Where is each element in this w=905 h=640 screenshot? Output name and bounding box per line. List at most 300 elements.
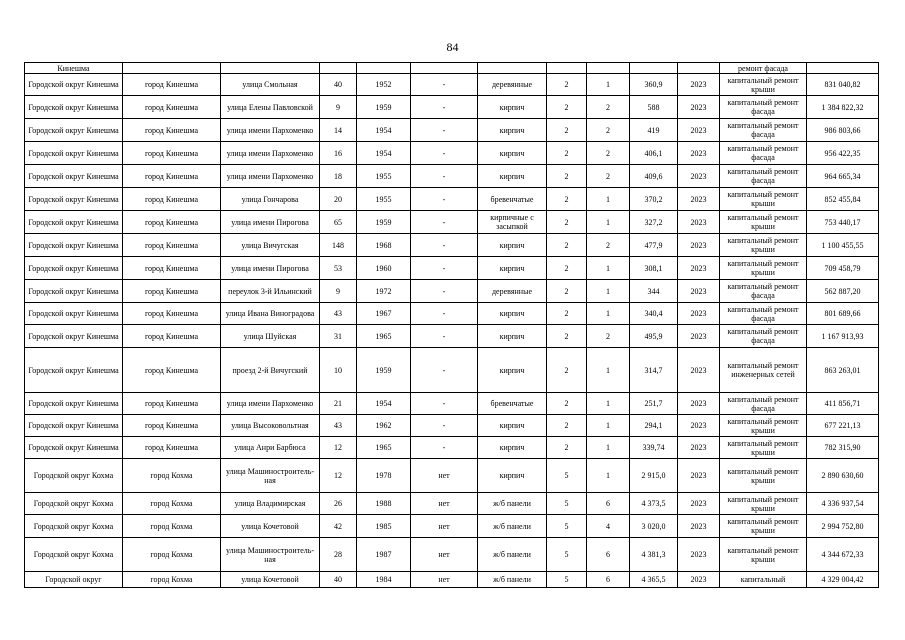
- table-row: [25, 257, 879, 280]
- cell-cost: 782 315,90: [807, 437, 879, 459]
- cell-settlement: город Кинешма: [123, 119, 221, 142]
- table-row: [25, 234, 879, 257]
- cell-floors: 2: [547, 393, 587, 415]
- cell-settlement: город Кохма: [123, 515, 221, 538]
- cell-municipality: Городской округ Кинешма: [25, 393, 123, 415]
- cell-heritage: -: [411, 437, 478, 459]
- cell-settlement: город Кинешма: [123, 142, 221, 165]
- cell-repair-year: 2023: [678, 119, 720, 142]
- cell-municipality: Городской округ Кохма: [25, 515, 123, 538]
- table-row: [25, 142, 879, 165]
- cell-area: 406,1: [630, 142, 678, 165]
- cell-year-built: 1959: [357, 96, 411, 119]
- cell-street: улица Вичугская: [221, 234, 320, 257]
- cell-wall-material: кирпич: [478, 119, 547, 142]
- cell-year-built: 1967: [357, 303, 411, 325]
- cell-house-number: 31: [320, 325, 357, 348]
- cell-area: 419: [630, 119, 678, 142]
- cell-area: 2 915,0: [630, 459, 678, 493]
- cell-floors: 5: [547, 538, 587, 572]
- page-number: 84: [446, 40, 459, 54]
- table-row: [25, 325, 879, 348]
- cell-floors: 2: [547, 74, 587, 96]
- cell-repair-year: 2023: [678, 348, 720, 393]
- cell-wall-material: кирпич: [478, 303, 547, 325]
- cell-entrances: 4: [587, 515, 630, 538]
- cell-cost: 801 689,66: [807, 303, 879, 325]
- cell-settlement: город Кинешма: [123, 348, 221, 393]
- cell-area: 588: [630, 96, 678, 119]
- cell-heritage: нет: [411, 459, 478, 493]
- cell-floors: 2: [547, 280, 587, 303]
- cell-repair-year: 2023: [678, 303, 720, 325]
- cell-settlement: город Кинешма: [123, 280, 221, 303]
- cell-floors: 5: [547, 459, 587, 493]
- cell-settlement: город Кохма: [123, 493, 221, 515]
- cell-wall-material: ж/б панели: [478, 572, 547, 588]
- cell-settlement: город Кинешма: [123, 257, 221, 280]
- cell-year-built: 1972: [357, 280, 411, 303]
- cell-heritage: -: [411, 393, 478, 415]
- cell-entrances: 1: [587, 415, 630, 437]
- cell-house-number: 148: [320, 234, 357, 257]
- cell-street: улица Кочетовой: [221, 572, 320, 588]
- table-row: [25, 96, 879, 119]
- cell-year-built: 1988: [357, 493, 411, 515]
- cell-settlement: город Кохма: [123, 459, 221, 493]
- cell-entrances: 2: [587, 165, 630, 188]
- cell-entrances: 6: [587, 572, 630, 588]
- cell-wall-material: деревянные: [478, 280, 547, 303]
- cell-street: улица Машиностроитель-ная: [221, 459, 320, 493]
- cell-municipality: Городской округ: [25, 572, 123, 588]
- cell-house-number: 40: [320, 74, 357, 96]
- table-row: [25, 165, 879, 188]
- cell-work-type: капитальный ремонт фасада: [720, 303, 807, 325]
- cell-repair-year: 2023: [678, 459, 720, 493]
- table-row: [25, 303, 879, 325]
- cell-repair-year: 2023: [678, 325, 720, 348]
- cell-entrances: 1: [587, 348, 630, 393]
- cell-cost: 677 221,13: [807, 415, 879, 437]
- cell-area: 294,1: [630, 415, 678, 437]
- cell-entrances: 6: [587, 538, 630, 572]
- cell-cost: 986 803,66: [807, 119, 879, 142]
- cell-municipality: Городской округ Кинешма: [25, 280, 123, 303]
- cell-cost: 852 455,84: [807, 188, 879, 211]
- cell-floors: 2: [547, 415, 587, 437]
- cell-year-built: 1954: [357, 393, 411, 415]
- cell-empty: [630, 63, 678, 74]
- cell-street: улица имени Пархоменко: [221, 119, 320, 142]
- cell-settlement: город Кинешма: [123, 188, 221, 211]
- cell-heritage: -: [411, 234, 478, 257]
- table-row: [25, 348, 879, 393]
- cell-area: 409,6: [630, 165, 678, 188]
- cell-wall-material: деревянные: [478, 74, 547, 96]
- cell-area: 251,7: [630, 393, 678, 415]
- cell-work-type: капитальный ремонт крыши: [720, 74, 807, 96]
- cell-area: 495,9: [630, 325, 678, 348]
- cell-wall-material: кирпич: [478, 348, 547, 393]
- cell-municipality: Городской округ Кинешма: [25, 325, 123, 348]
- cell-repair-year: 2023: [678, 393, 720, 415]
- cell-year-built: 1955: [357, 188, 411, 211]
- table-row: [25, 119, 879, 142]
- cell-repair-year: 2023: [678, 234, 720, 257]
- cell-municipality: Городской округ Кинешма: [25, 142, 123, 165]
- cell-work-type: капитальный ремонт крыши: [720, 459, 807, 493]
- cell-repair-year: 2023: [678, 188, 720, 211]
- cell-cost: 831 040,82: [807, 74, 879, 96]
- cell-heritage: -: [411, 96, 478, 119]
- cell-wall-material: ж/б панели: [478, 493, 547, 515]
- cell-empty: [478, 63, 547, 74]
- cell-wall-material: кирпич: [478, 142, 547, 165]
- cell-street: улица имени Пархоменко: [221, 393, 320, 415]
- table-row: [25, 437, 879, 459]
- cell-entrances: 1: [587, 74, 630, 96]
- cell-floors: 2: [547, 437, 587, 459]
- cell-floors: 5: [547, 572, 587, 588]
- cell-heritage: -: [411, 119, 478, 142]
- cell-work-type: ремонт фасада: [720, 63, 807, 74]
- cell-municipality: Городской округ Кинешма: [25, 119, 123, 142]
- cell-entrances: 1: [587, 280, 630, 303]
- cell-cost: 4 329 004,42: [807, 572, 879, 588]
- cell-house-number: 9: [320, 96, 357, 119]
- cell-wall-material: бревенчатые: [478, 188, 547, 211]
- cell-entrances: 1: [587, 211, 630, 234]
- cell-municipality: Кинешма: [25, 63, 123, 74]
- cell-empty: [123, 63, 221, 74]
- cell-entrances: 2: [587, 234, 630, 257]
- cell-floors: 2: [547, 348, 587, 393]
- cell-work-type: капитальный ремонт крыши: [720, 538, 807, 572]
- cell-municipality: Городской округ Кохма: [25, 459, 123, 493]
- cell-repair-year: 2023: [678, 211, 720, 234]
- cell-street: улица Высоковольтная: [221, 415, 320, 437]
- cell-year-built: 1959: [357, 211, 411, 234]
- cell-work-type: капитальный ремонт крыши: [720, 234, 807, 257]
- cell-settlement: город Кинешма: [123, 96, 221, 119]
- cell-area: 4 373,5: [630, 493, 678, 515]
- cell-entrances: 1: [587, 257, 630, 280]
- cell-floors: 2: [547, 188, 587, 211]
- cell-repair-year: 2023: [678, 538, 720, 572]
- cell-entrances: 2: [587, 119, 630, 142]
- cell-municipality: Городской округ Кинешма: [25, 211, 123, 234]
- cell-year-built: 1960: [357, 257, 411, 280]
- cell-work-type: капитальный ремонт крыши: [720, 493, 807, 515]
- cell-floors: 5: [547, 493, 587, 515]
- cell-cost: 709 458,79: [807, 257, 879, 280]
- cell-heritage: -: [411, 165, 478, 188]
- cell-work-type: капитальный ремонт фасада: [720, 142, 807, 165]
- cell-entrances: 6: [587, 493, 630, 515]
- table-row: [25, 572, 879, 588]
- cell-street: улица Машиностроитель-ная: [221, 538, 320, 572]
- cell-entrances: 2: [587, 325, 630, 348]
- cell-settlement: город Кинешма: [123, 211, 221, 234]
- cell-street: улица Владимирская: [221, 493, 320, 515]
- cell-house-number: 12: [320, 459, 357, 493]
- cell-area: 3 020,0: [630, 515, 678, 538]
- cell-house-number: 12: [320, 437, 357, 459]
- cell-settlement: город Кинешма: [123, 325, 221, 348]
- cell-area: 360,9: [630, 74, 678, 96]
- cell-heritage: -: [411, 280, 478, 303]
- cell-cost: 2 994 752,80: [807, 515, 879, 538]
- cell-street: улица Шуйская: [221, 325, 320, 348]
- cell-area: 308,1: [630, 257, 678, 280]
- cell-area: 477,9: [630, 234, 678, 257]
- cell-municipality: Городской округ Кинешма: [25, 348, 123, 393]
- cell-work-type: капитальный ремонт фасада: [720, 96, 807, 119]
- cell-wall-material: кирпич: [478, 437, 547, 459]
- cell-cost: 1 100 455,55: [807, 234, 879, 257]
- cell-street: улица Кочетовой: [221, 515, 320, 538]
- cell-repair-year: 2023: [678, 96, 720, 119]
- table-row: [25, 74, 879, 96]
- cell-work-type: капитальный ремонт фасада: [720, 393, 807, 415]
- cell-wall-material: бревенчатые: [478, 393, 547, 415]
- cell-house-number: 28: [320, 538, 357, 572]
- cell-municipality: Городской округ Кинешма: [25, 188, 123, 211]
- cell-empty: [678, 63, 720, 74]
- cell-house-number: 42: [320, 515, 357, 538]
- cell-floors: 5: [547, 515, 587, 538]
- cell-street: переулок 3-й Ильинский: [221, 280, 320, 303]
- cell-area: 327,2: [630, 211, 678, 234]
- cell-house-number: 53: [320, 257, 357, 280]
- cell-area: 370,2: [630, 188, 678, 211]
- cell-floors: 2: [547, 257, 587, 280]
- cell-work-type: капитальный ремонт фасада: [720, 280, 807, 303]
- cell-house-number: 20: [320, 188, 357, 211]
- table-row: [25, 280, 879, 303]
- cell-floors: 2: [547, 303, 587, 325]
- cell-municipality: Городской округ Кинешма: [25, 415, 123, 437]
- cell-repair-year: 2023: [678, 437, 720, 459]
- cell-area: 4 365,5: [630, 572, 678, 588]
- cell-cost: 956 422,35: [807, 142, 879, 165]
- cell-wall-material: кирпич: [478, 257, 547, 280]
- cell-heritage: -: [411, 257, 478, 280]
- cell-wall-material: кирпич: [478, 325, 547, 348]
- cell-year-built: 1965: [357, 437, 411, 459]
- cell-street: улица Смольная: [221, 74, 320, 96]
- cell-empty: [547, 63, 587, 74]
- cell-street: проезд 2-й Вичугский: [221, 348, 320, 393]
- cell-empty: [320, 63, 357, 74]
- cell-municipality: Городской округ Кохма: [25, 493, 123, 515]
- cell-municipality: Городской округ Кинешма: [25, 437, 123, 459]
- cell-year-built: 1985: [357, 515, 411, 538]
- cell-heritage: нет: [411, 572, 478, 588]
- cell-house-number: 21: [320, 393, 357, 415]
- cell-work-type: капитальный ремонт инженерных сетей: [720, 348, 807, 393]
- cell-repair-year: 2023: [678, 74, 720, 96]
- cell-repair-year: 2023: [678, 572, 720, 588]
- cell-municipality: Городской округ Кинешма: [25, 96, 123, 119]
- cell-heritage: -: [411, 188, 478, 211]
- cell-year-built: 1965: [357, 325, 411, 348]
- cell-work-type: капитальный ремонт фасада: [720, 325, 807, 348]
- cell-heritage: нет: [411, 493, 478, 515]
- cell-floors: 2: [547, 142, 587, 165]
- cell-work-type: капитальный ремонт крыши: [720, 257, 807, 280]
- table-row: [25, 211, 879, 234]
- cell-work-type: капитальный ремонт крыши: [720, 211, 807, 234]
- cell-year-built: 1954: [357, 142, 411, 165]
- cell-heritage: -: [411, 74, 478, 96]
- cell-empty: [357, 63, 411, 74]
- cell-year-built: 1987: [357, 538, 411, 572]
- table-row-continued: [25, 63, 879, 74]
- cell-year-built: 1984: [357, 572, 411, 588]
- cell-repair-year: 2023: [678, 165, 720, 188]
- cell-entrances: 1: [587, 393, 630, 415]
- cell-street: улица имени Пирогова: [221, 211, 320, 234]
- cell-entrances: 1: [587, 188, 630, 211]
- cell-floors: 2: [547, 96, 587, 119]
- cell-area: 344: [630, 280, 678, 303]
- table-body: [25, 63, 879, 588]
- cell-repair-year: 2023: [678, 415, 720, 437]
- cell-floors: 2: [547, 325, 587, 348]
- cell-municipality: Городской округ Кинешма: [25, 303, 123, 325]
- cell-entrances: 1: [587, 459, 630, 493]
- cell-house-number: 14: [320, 119, 357, 142]
- cell-settlement: город Кинешма: [123, 165, 221, 188]
- cell-wall-material: ж/б панели: [478, 538, 547, 572]
- cell-street: улица Ивана Виноградова: [221, 303, 320, 325]
- cell-year-built: 1978: [357, 459, 411, 493]
- cell-wall-material: кирпич: [478, 96, 547, 119]
- cell-empty: [807, 63, 879, 74]
- cell-area: 339,74: [630, 437, 678, 459]
- cell-heritage: -: [411, 211, 478, 234]
- cell-floors: 2: [547, 234, 587, 257]
- cell-floors: 2: [547, 165, 587, 188]
- cell-settlement: город Кохма: [123, 572, 221, 588]
- cell-repair-year: 2023: [678, 257, 720, 280]
- cell-work-type: капитальный: [720, 572, 807, 588]
- cell-street: улица имени Пархоменко: [221, 142, 320, 165]
- cell-cost: 1 384 822,32: [807, 96, 879, 119]
- cell-empty: [221, 63, 320, 74]
- cell-work-type: капитальный ремонт крыши: [720, 188, 807, 211]
- cell-wall-material: кирпич: [478, 234, 547, 257]
- cell-heritage: -: [411, 142, 478, 165]
- cell-heritage: -: [411, 325, 478, 348]
- cell-entrances: 1: [587, 437, 630, 459]
- cell-cost: 964 665,34: [807, 165, 879, 188]
- cell-repair-year: 2023: [678, 493, 720, 515]
- cell-year-built: 1955: [357, 165, 411, 188]
- cell-street: улица имени Пархоменко: [221, 165, 320, 188]
- cell-cost: 2 890 630,60: [807, 459, 879, 493]
- cell-work-type: капитальный ремонт крыши: [720, 437, 807, 459]
- cell-floors: 2: [547, 119, 587, 142]
- cell-municipality: Городской округ Кинешма: [25, 74, 123, 96]
- cell-area: 4 381,3: [630, 538, 678, 572]
- cell-cost: 863 263,01: [807, 348, 879, 393]
- cell-house-number: 10: [320, 348, 357, 393]
- cell-heritage: -: [411, 303, 478, 325]
- cell-street: улица Елены Павловской: [221, 96, 320, 119]
- cell-floors: 2: [547, 211, 587, 234]
- cell-empty: [587, 63, 630, 74]
- cell-cost: 4 336 937,54: [807, 493, 879, 515]
- cell-year-built: 1959: [357, 348, 411, 393]
- table-row: [25, 493, 879, 515]
- cell-year-built: 1968: [357, 234, 411, 257]
- cell-settlement: город Кинешма: [123, 415, 221, 437]
- table-row: [25, 415, 879, 437]
- cell-heritage: -: [411, 415, 478, 437]
- cell-municipality: Городской округ Кинешма: [25, 257, 123, 280]
- cell-work-type: капитальный ремонт крыши: [720, 415, 807, 437]
- building-repair-table: [24, 62, 879, 588]
- cell-repair-year: 2023: [678, 142, 720, 165]
- cell-house-number: 65: [320, 211, 357, 234]
- cell-empty: [411, 63, 478, 74]
- cell-house-number: 16: [320, 142, 357, 165]
- cell-work-type: капитальный ремонт крыши: [720, 515, 807, 538]
- table-row: [25, 459, 879, 493]
- cell-wall-material: ж/б панели: [478, 515, 547, 538]
- cell-area: 314,7: [630, 348, 678, 393]
- cell-entrances: 2: [587, 96, 630, 119]
- cell-street: улица Гончарова: [221, 188, 320, 211]
- cell-house-number: 40: [320, 572, 357, 588]
- cell-wall-material: кирпичные с засыпкой: [478, 211, 547, 234]
- cell-repair-year: 2023: [678, 280, 720, 303]
- table-row: [25, 188, 879, 211]
- cell-area: 340,4: [630, 303, 678, 325]
- cell-house-number: 26: [320, 493, 357, 515]
- cell-entrances: 2: [587, 142, 630, 165]
- cell-street: улица Анри Барбюса: [221, 437, 320, 459]
- cell-settlement: город Кохма: [123, 538, 221, 572]
- cell-entrances: 1: [587, 303, 630, 325]
- cell-wall-material: кирпич: [478, 459, 547, 493]
- cell-cost: 753 440,17: [807, 211, 879, 234]
- cell-settlement: город Кинешма: [123, 303, 221, 325]
- cell-heritage: нет: [411, 515, 478, 538]
- cell-year-built: 1954: [357, 119, 411, 142]
- cell-cost: 411 856,71: [807, 393, 879, 415]
- cell-settlement: город Кинешма: [123, 437, 221, 459]
- cell-work-type: капитальный ремонт фасада: [720, 165, 807, 188]
- cell-municipality: Городской округ Кинешма: [25, 234, 123, 257]
- table-row: [25, 515, 879, 538]
- cell-house-number: 9: [320, 280, 357, 303]
- cell-cost: 562 887,20: [807, 280, 879, 303]
- cell-house-number: 43: [320, 303, 357, 325]
- cell-cost: 4 344 672,33: [807, 538, 879, 572]
- cell-cost: 1 167 913,93: [807, 325, 879, 348]
- cell-settlement: город Кинешма: [123, 74, 221, 96]
- cell-house-number: 43: [320, 415, 357, 437]
- cell-wall-material: кирпич: [478, 165, 547, 188]
- cell-heritage: нет: [411, 538, 478, 572]
- cell-settlement: город Кинешма: [123, 393, 221, 415]
- cell-municipality: Городской округ Кохма: [25, 538, 123, 572]
- cell-wall-material: кирпич: [478, 415, 547, 437]
